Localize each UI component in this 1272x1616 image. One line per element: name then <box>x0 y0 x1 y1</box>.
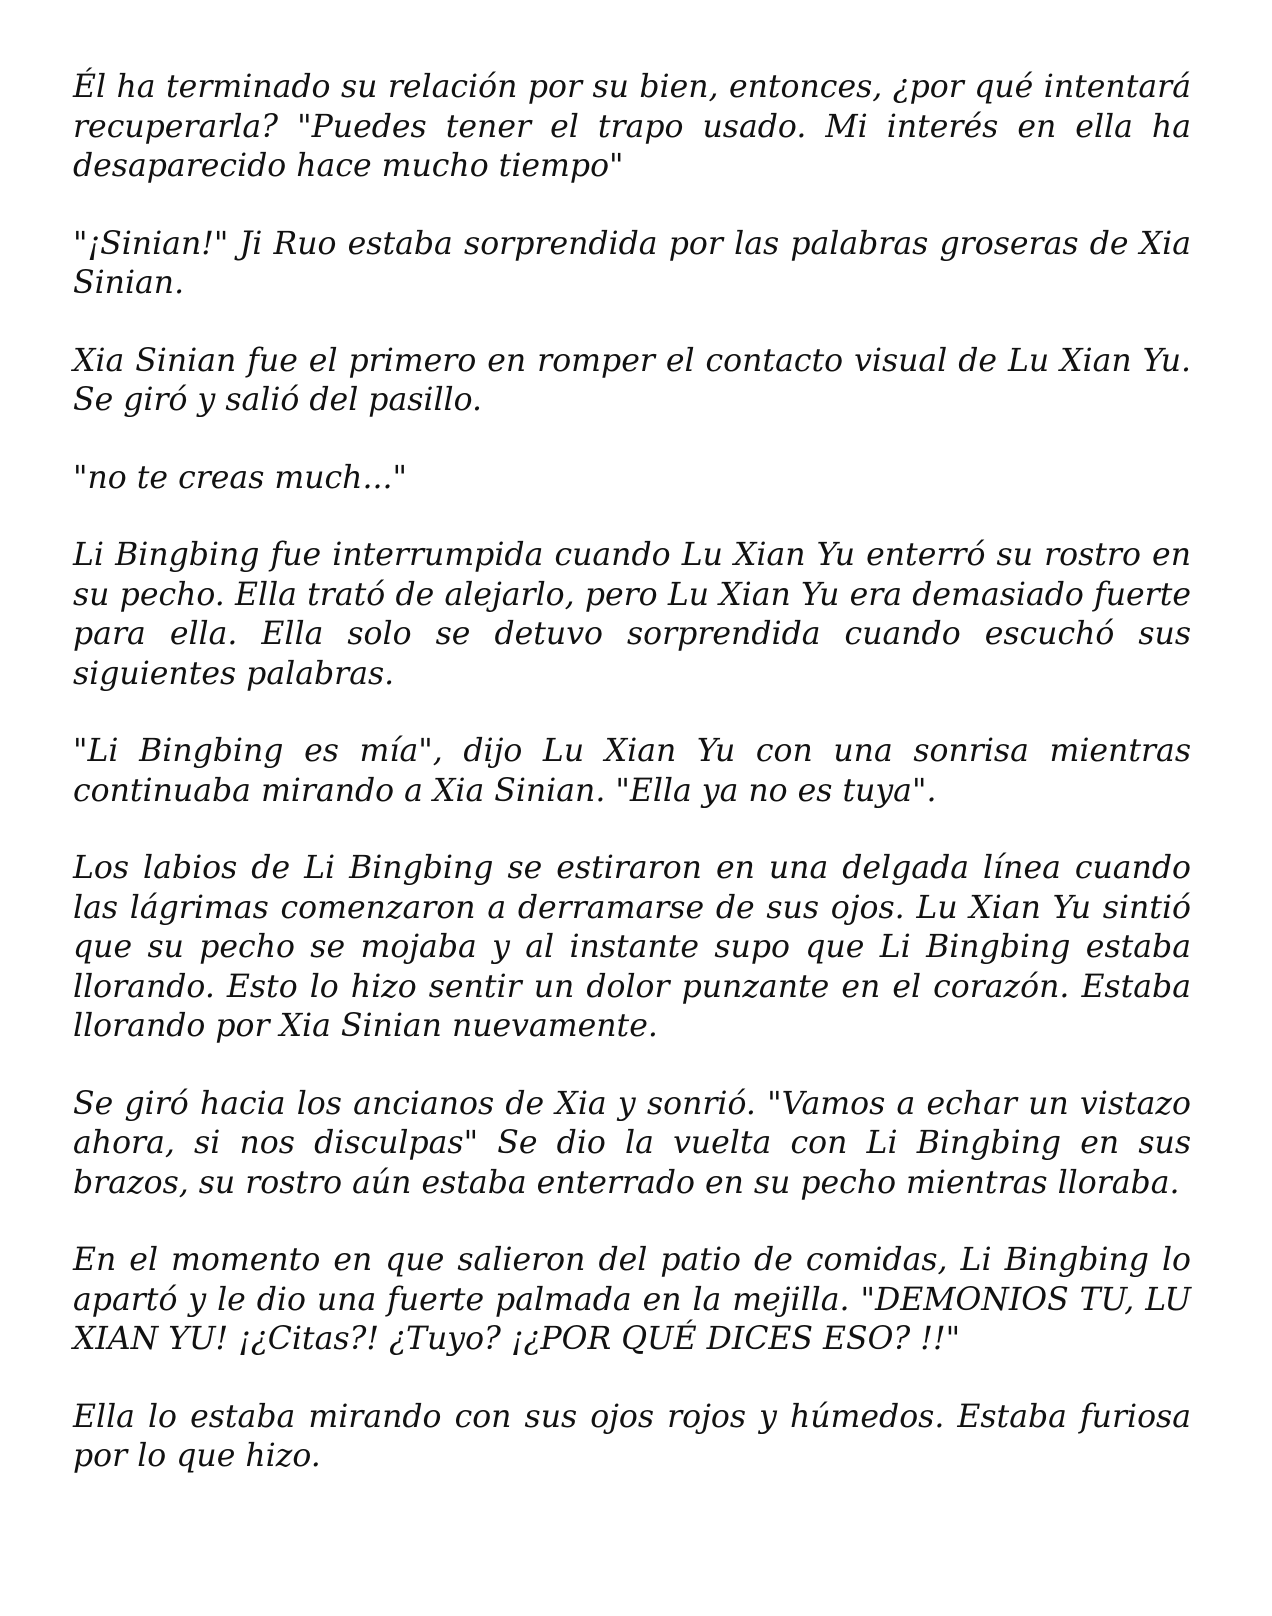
paragraph-5: Li Bingbing fue interrumpida cuando Lu Xian Yu enterró su rostro en su pecho. Ella trató de alejarlo, pero Lu Xian Yu era demasiado fuerte para ella. Ella solo se detuvo sorprendida cuando escuchó sus siguientes palabras. <box>73 537 1191 692</box>
paragraph-1: Él ha terminado su relación por su bien, entonces, ¿por qué intentará recuperarla? "Puedes tener el trapo usado. Mi interés en ella ha desaparecido hace mucho tiempo" <box>73 69 1191 184</box>
paragraph-4: "no te creas much..." <box>73 459 407 496</box>
paragraph-10: Ella lo estaba mirando con sus ojos rojos y húmedos. Estaba furiosa por lo que hizo. <box>73 1398 1191 1474</box>
paragraph-8: Se giró hacia los ancianos de Xia y sonrió. "Vamos a echar un vistazo ahora, si nos disculpas" Se dio la vuelta con Li Bingbing en sus brazos, su rostro aún estaba enterrado en su pecho mientras lloraba. <box>73 1085 1191 1201</box>
paragraph-7: Los labios de Li Bingbing se estiraron en una delgada línea cuando las lágrimas comenzaron a derramarse de sus ojos. Lu Xian Yu sintió que su pecho se mojaba y al instante supo que Li Bingbing estaba llorando. Esto lo hizo sentir un dolor punzante en el corazón. Estaba llorando por Xia Sinian nuevamente. <box>73 850 1191 1044</box>
paragraph-6: "Li Bingbing es mía", dijo Lu Xian Yu con una sonrisa mientras continuaba mirando a Xia Sinian. "Ella ya no es tuya". <box>73 733 1191 809</box>
paragraph-2: "¡Sinian!" Ji Ruo estaba sorprendida por las palabras groseras de Xia Sinian. <box>73 225 1191 301</box>
document-page <box>73 68 1191 1477</box>
paragraph-3: Xia Sinian fue el primero en romper el contacto visual de Lu Xian Yu. Se giró y salió del pasillo. <box>73 342 1191 418</box>
paragraph-9: En el momento en que salieron del patio de comidas, Li Bingbing lo apartó y le dio una fuerte palmada en la mejilla. "DEMONIOS TU, LU XIAN YU! ¡¿Citas?! ¿Tuyo? ¡¿POR QUÉ DICES ESO? !!" <box>73 1242 1191 1357</box>
